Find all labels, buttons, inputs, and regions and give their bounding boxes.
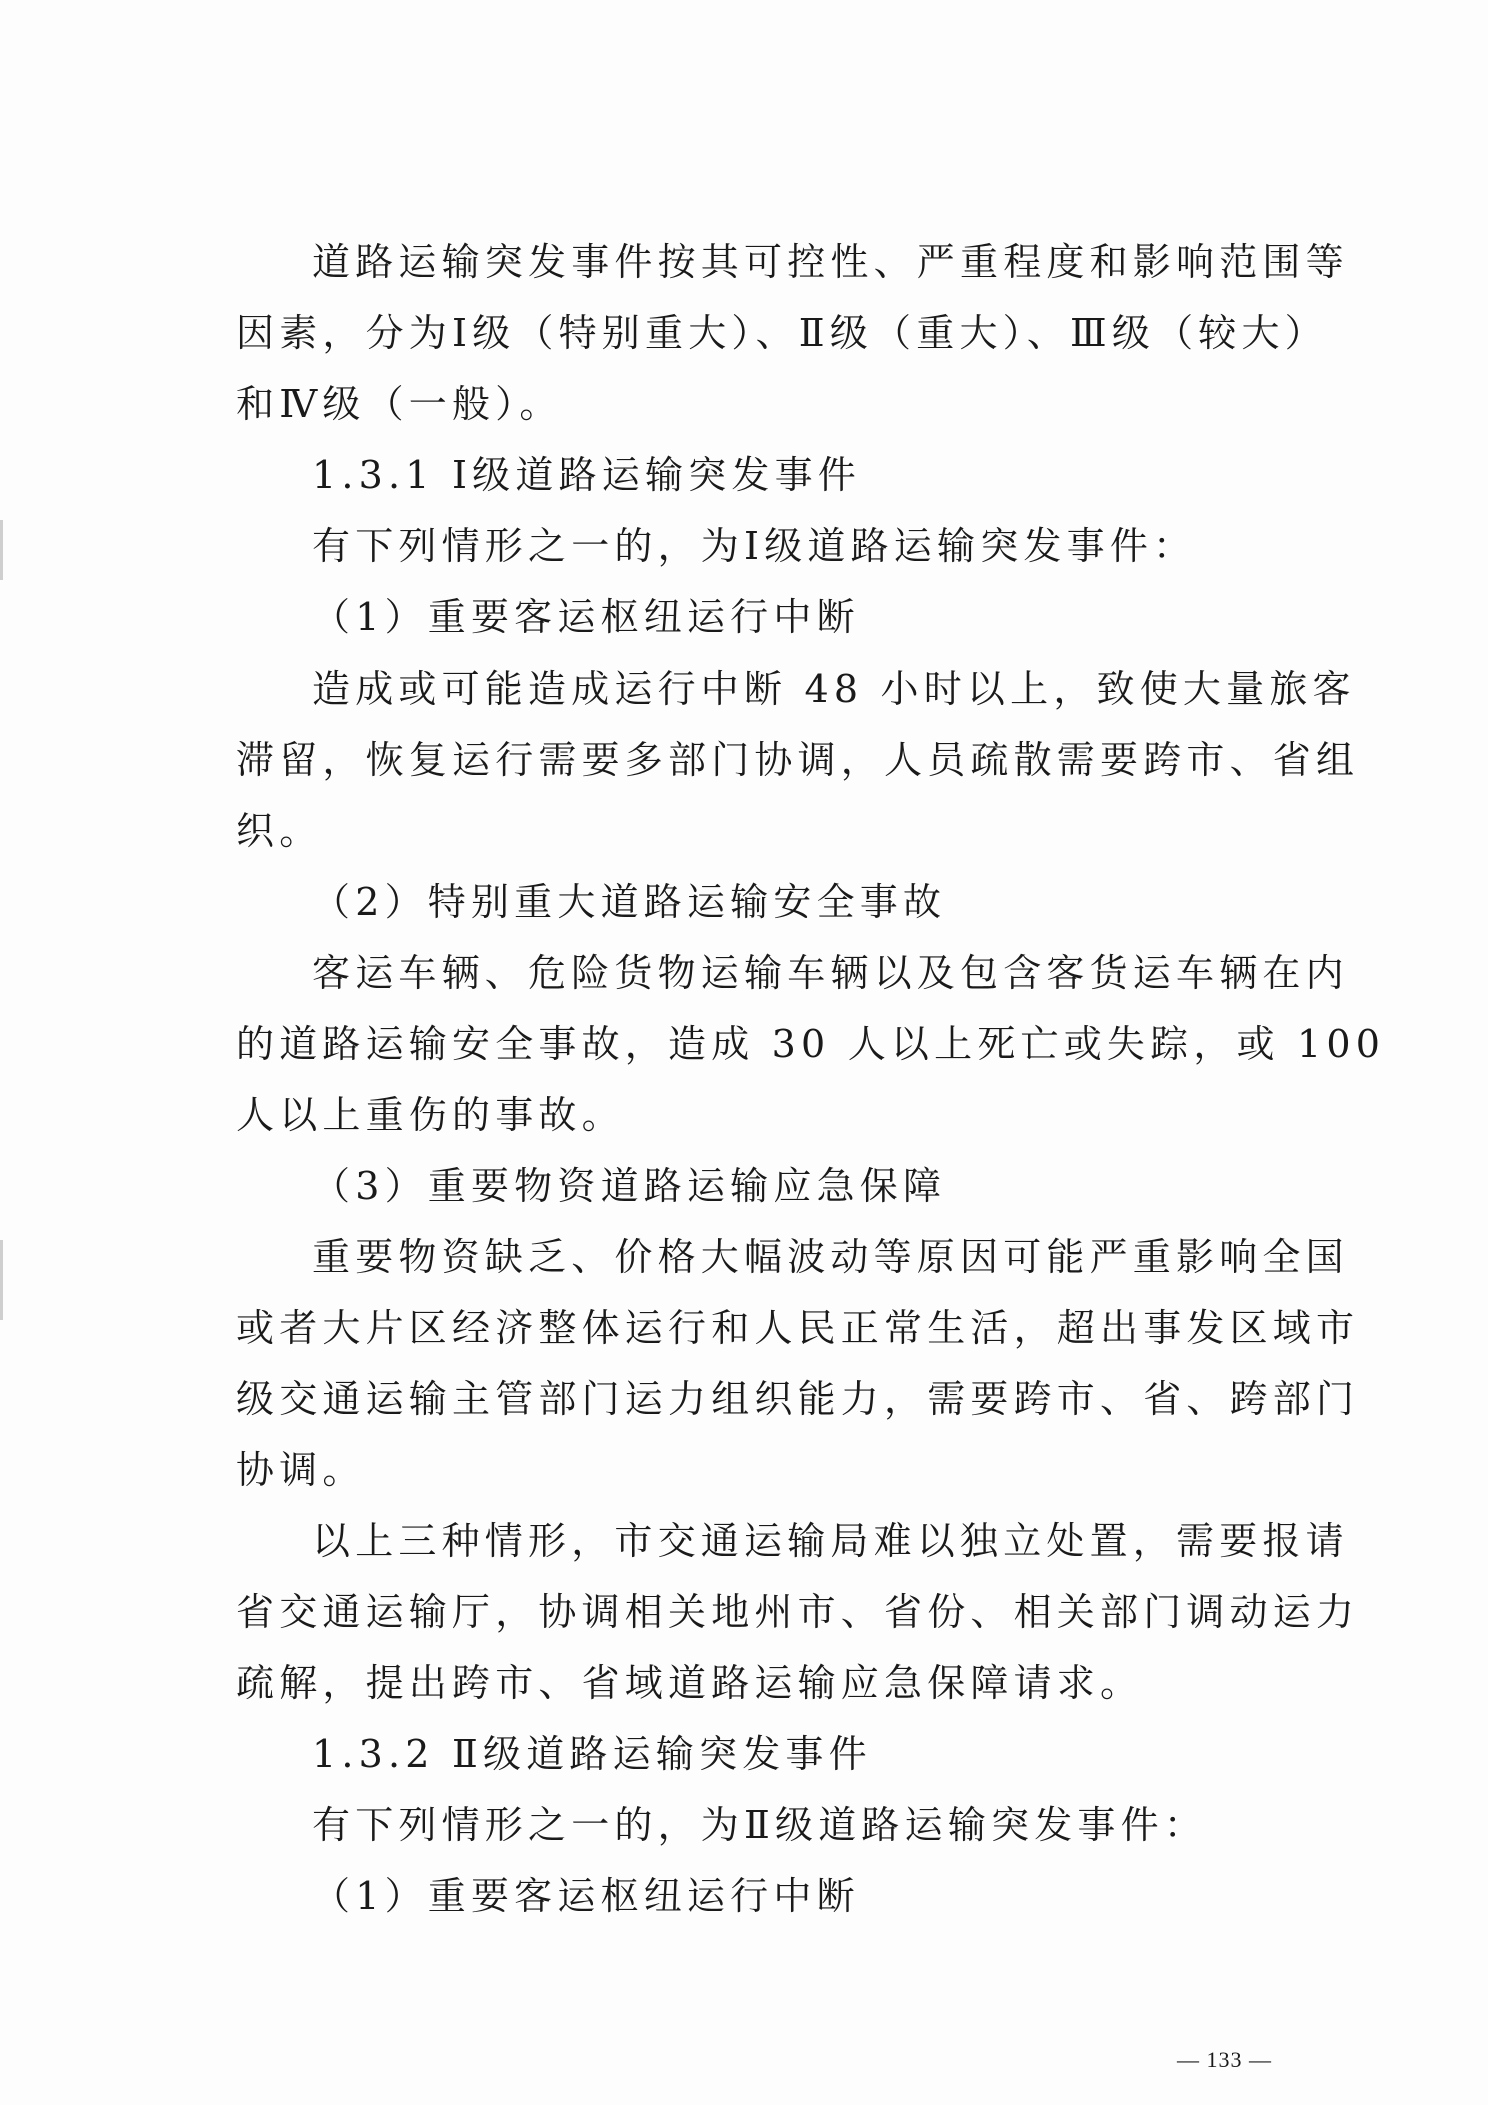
paragraph-line: 级交通运输主管部门运力组织能力，需要跨市、省、跨部门 xyxy=(236,1377,1360,1421)
paragraph-line: 造成或可能造成运行中断 48 小时以上，致使大量旅客 xyxy=(312,667,1356,711)
paragraph-line: 的道路运输安全事故，造成 30 人以上死亡或失踪，或 100 xyxy=(236,1022,1386,1066)
paragraph-line: 省交通运输厅，协调相关地州市、省份、相关部门调动运力 xyxy=(236,1590,1360,1634)
paragraph-line: 道路运输突发事件按其可控性、严重程度和影响范围等 xyxy=(312,240,1349,284)
paragraph-line: 或者大片区经济整体运行和人民正常生活，超出事发区域市 xyxy=(236,1306,1360,1350)
list-item-heading: （2）特别重大道路运输安全事故 xyxy=(312,880,947,924)
paragraph-line: 滞留，恢复运行需要多部门协调，人员疏散需要跨市、省组 xyxy=(236,738,1360,782)
paragraph-line: 疏解，提出跨市、省域道路运输应急保障请求。 xyxy=(236,1661,1144,1705)
page-number: — 133 — xyxy=(1177,2047,1272,2072)
scan-edge-mark xyxy=(0,1240,3,1320)
paragraph-line: 重要物资缺乏、价格大幅波动等原因可能严重影响全国 xyxy=(312,1235,1349,1279)
list-item-heading: （3）重要物资道路运输应急保障 xyxy=(312,1164,947,1208)
paragraph-line: 织。 xyxy=(236,809,323,853)
paragraph-line: 和Ⅳ级（一般）。 xyxy=(236,382,563,426)
section-heading-1-3-1: 1.3.1 Ⅰ级道路运输突发事件 xyxy=(312,453,861,497)
paragraph-line: 人以上重伤的事故。 xyxy=(236,1093,625,1137)
scan-edge-mark xyxy=(0,520,3,580)
paragraph-line: 协调。 xyxy=(236,1448,366,1492)
paragraph-line: 以上三种情形，市交通运输局难以独立处置，需要报请 xyxy=(312,1519,1349,1563)
section-heading-1-3-2: 1.3.2 Ⅱ级道路运输突发事件 xyxy=(312,1732,872,1776)
list-item-heading: （1）重要客运枢纽运行中断 xyxy=(312,1874,860,1918)
paragraph-line: 客运车辆、危险货物运输车辆以及包含客货运车辆在内 xyxy=(312,951,1349,995)
paragraph-line: 因素，分为Ⅰ级（特别重大）、Ⅱ级（重大）、Ⅲ级（较大） xyxy=(236,311,1328,355)
paragraph-line: 有下列情形之一的，为Ⅱ级道路运输突发事件： xyxy=(312,1803,1208,1847)
paragraph-line: 有下列情形之一的，为Ⅰ级道路运输突发事件： xyxy=(312,524,1197,568)
list-item-heading: （1）重要客运枢纽运行中断 xyxy=(312,595,860,639)
